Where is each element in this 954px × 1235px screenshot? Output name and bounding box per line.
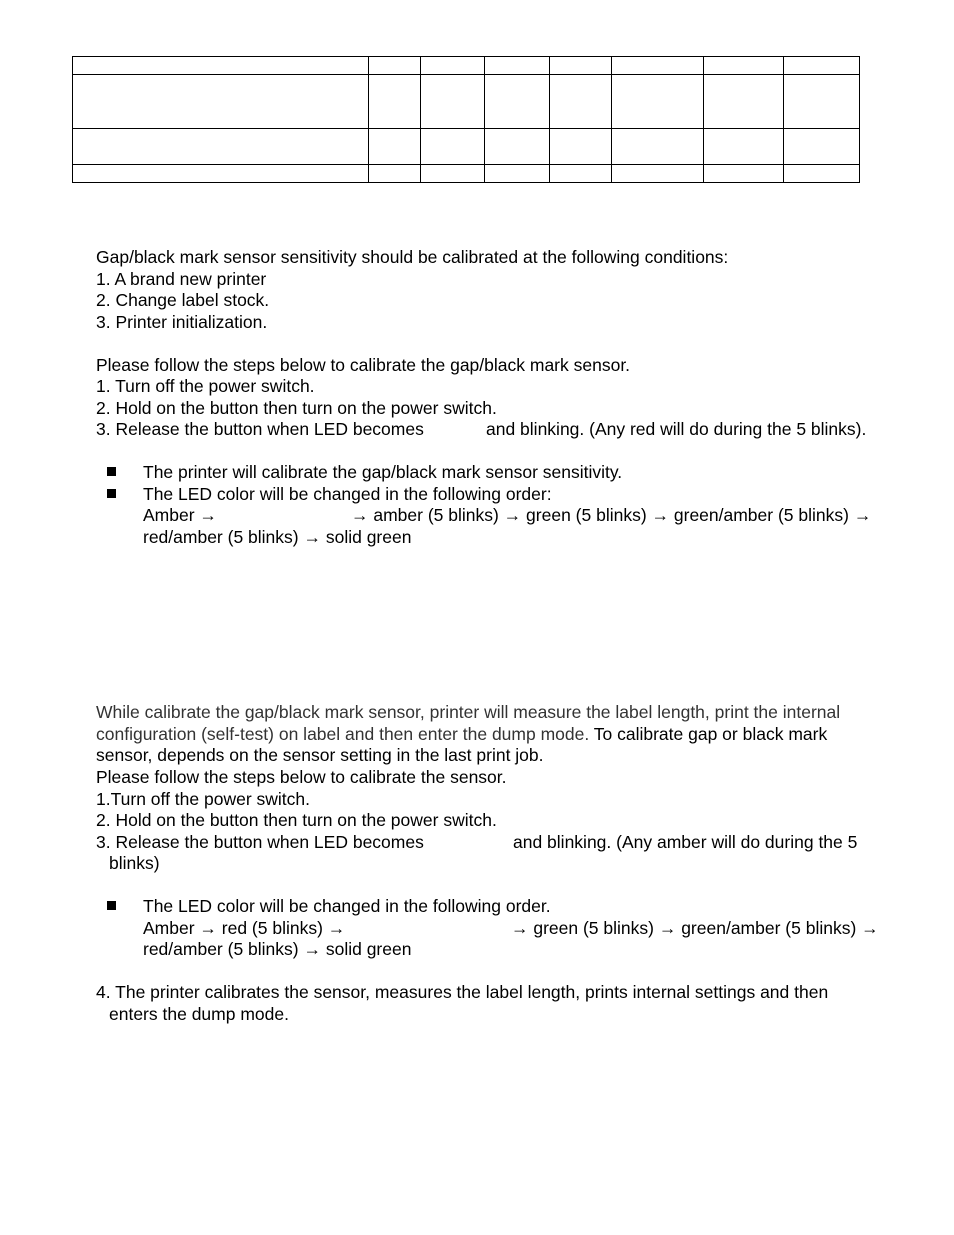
step-item: 2. Hold on the button then turn on the power switch. (96, 398, 497, 418)
paragraph-line: While calibrate the gap/black mark sensor, printer will measure the label length, print the internal (96, 702, 841, 722)
bullet-text: The LED color will be changed in the following order. (143, 896, 551, 916)
led-sequence-middle: → amber (5 blinks) → green (5 blinks) → green/amber (5 blinks) → (351, 505, 872, 525)
condition-item: 1. A brand new printer (96, 269, 267, 289)
step-item: 2. Hold on the button then turn on the power switch. (96, 810, 497, 830)
table-row (73, 165, 860, 183)
bullet-square-icon (107, 467, 116, 476)
bullet-square-icon (107, 489, 116, 498)
calibration-intro: Gap/black mark sensor sensitivity should be calibrated at the following conditions: (96, 247, 729, 267)
step-item: 1.Turn off the power switch. (96, 789, 310, 809)
bullet-text: The printer will calibrate the gap/black mark sensor sensitivity. (143, 462, 623, 482)
condition-item: 2. Change label stock. (96, 290, 270, 310)
empty-table (72, 56, 860, 183)
steps-intro: Please follow the steps below to calibrate the gap/black mark sensor. (96, 355, 631, 375)
led-sequence-start: Amber → red (5 blinks) → (143, 918, 346, 938)
paragraph-line: sensor, depends on the sensor setting in the last print job. (96, 745, 544, 765)
step-item-continued: and blinking. (Any amber will do during the 5 (513, 832, 858, 852)
bullet-text: The LED color will be changed in the following order: (143, 484, 552, 504)
step-item: 3. Release the button when LED becomes (96, 832, 424, 852)
table-row (73, 75, 860, 129)
led-sequence-end: red/amber (5 blinks) → solid green (143, 939, 412, 959)
led-sequence-middle: → green (5 blinks) → green/amber (5 blinks) → (511, 918, 879, 938)
led-sequence-start: Amber → (143, 505, 217, 525)
led-sequence-end: red/amber (5 blinks) → solid green (143, 527, 412, 547)
step-item: 3. Release the button when LED becomes (96, 419, 424, 439)
paragraph-segment: configuration (self-test) on label and then enter the dump mode. (96, 724, 590, 744)
steps-intro: Please follow the steps below to calibrate the sensor. (96, 767, 507, 787)
table-row (73, 57, 860, 75)
step-item-continued: enters the dump mode. (109, 1004, 289, 1024)
step-item-continued: and blinking. (Any red will do during the 5 blinks). (486, 419, 867, 439)
condition-item: 3. Printer initialization. (96, 312, 268, 332)
table-row (73, 129, 860, 165)
step-item-continued: blinks) (109, 853, 160, 873)
paragraph-segment: To calibrate gap or black mark (589, 724, 828, 744)
step-item: 1. Turn off the power switch. (96, 376, 315, 396)
paragraph-line (96, 723, 827, 745)
step-item: 4. The printer calibrates the sensor, measures the label length, prints internal settings and then (96, 982, 829, 1002)
bullet-square-icon (107, 901, 116, 910)
